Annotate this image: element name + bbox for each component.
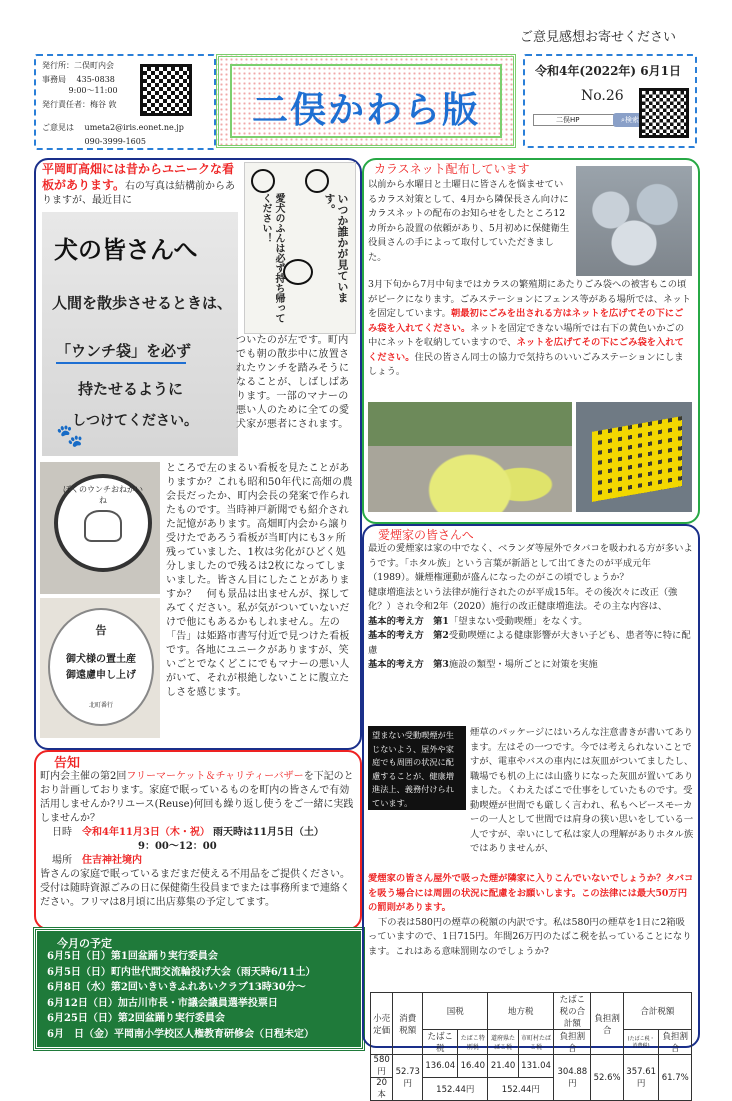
sign-vertical-text: いつか誰かが見ています。: [323, 193, 349, 303]
issue-number: No.26: [581, 88, 624, 104]
schedule-item: 6月25日（日）第2回盆踊り実行委員会: [47, 1013, 225, 1024]
smoker-article-red: [368, 872, 694, 959]
law-point: 基本的考え方 第1「望まない受動喫煙」をなくす。: [368, 615, 588, 627]
qr-code-icon[interactable]: [140, 64, 192, 116]
dog-illustration: [283, 259, 313, 285]
notice-sign-title: 告: [95, 624, 107, 637]
table-header: 合計税額: [623, 993, 691, 1030]
round-sign-photo: [40, 462, 160, 594]
publisher-info: [36, 56, 142, 110]
dog-sign-photo-1: [42, 212, 238, 456]
table-subheader: たばこ特別税: [458, 1030, 488, 1055]
crow-text: 3月下旬から7月中旬まではカラスの繁殖期にあたりごみ袋への被害もこの頃がピークになります。ごみステーションにフェンス等がある場所では、ネットを固定しています。: [368, 279, 691, 319]
yellow-basket-photo: [576, 402, 692, 512]
event-place: 住吉神社境内: [82, 855, 142, 866]
place-label: 場所: [52, 855, 72, 866]
info-line: 事務局 435-0838: [42, 75, 115, 84]
info-line: 発行責任者：梅谷 敦: [42, 100, 117, 109]
notice-sign-footer: 北町番行: [88, 702, 113, 709]
table-cell: 304.88円: [554, 1055, 591, 1101]
masthead: [216, 54, 516, 148]
qr-code-icon[interactable]: [639, 88, 689, 138]
table-cell: 16.40: [458, 1055, 488, 1078]
notice-sign-text: 御犬様の置土産: [66, 654, 136, 665]
smoker-text: 健康増進法という法律が施行されたのが平成15年。その後次々に改正（強化？）され令和2年（2020）施行の改正健康増進法。その主な内容は、: [368, 586, 678, 612]
feedback-note: ご意見感想お寄せください: [520, 30, 677, 45]
sign-line: 「ウンチ袋」を必ず: [56, 342, 192, 360]
table-header: 負担割合: [591, 993, 623, 1055]
schedule-item: 6月5日（日）町内世代間交流輪投げ大会（雨天時6/11土）: [47, 966, 316, 978]
search-input[interactable]: 二俣HP: [533, 114, 629, 126]
table-cell: 131.04: [518, 1055, 554, 1078]
crow-net-article: [362, 158, 700, 524]
table-cell: 21.40: [488, 1055, 518, 1078]
event-time: 9：00～12：00: [138, 841, 217, 852]
crow-article-body-1: 以前から水曜日と土曜日に皆さんを悩ませているカラス対策として、4月から隣保長さん向けにカラスネットの配布のお知らせをしたところ12カ所から設置の依頼があり、5月初めに保健衛生役員さんの手によって取付していただきました。: [368, 179, 570, 263]
email-line[interactable]: ご意見は umeta2@iris.eonet.ne.jp: [42, 123, 184, 132]
search-icon: ⌕: [621, 116, 625, 124]
crow-article-title: カラスネット配布しています: [374, 162, 530, 176]
schedule-box: [34, 928, 364, 1050]
notice-sign-photo: [40, 598, 160, 738]
smoker-article-body-1: [368, 542, 694, 673]
page-title: 二俣かわら版: [251, 90, 480, 131]
sign-line: 犬の皆さんへ: [54, 236, 198, 264]
table-cell: 580円: [371, 1055, 393, 1078]
notice-text: 町内会主催の第2回: [40, 771, 127, 782]
date-label: 日時: [52, 827, 72, 838]
notice-place-row: [52, 854, 356, 868]
crow-red-text: ネットを広げてその下にごみ袋を入れてください。: [368, 337, 684, 363]
notice-event-name: フリーマーケット＆チャリティーバザー: [126, 771, 304, 782]
rain-date: 雨天時は11月5日（土）: [213, 827, 324, 838]
info-line: 発行所：二俣町内会: [42, 61, 114, 70]
garbage-station-photo: [368, 402, 572, 512]
schedule-item: 6月12日（日）加古川市長・市議会議員選挙投票日: [47, 997, 278, 1009]
sign-underline: [56, 362, 186, 364]
schedule-item: 6月 日（金）平岡南小学校区人権教育研修会（日程未定）: [47, 1028, 314, 1040]
info-line: 9:00～11:00: [42, 86, 118, 95]
law-point: 基本的考え方 第2受動喫煙による健康影響が大きい子ども、患者等に特に配慮: [368, 630, 691, 656]
crow-text: 住民の皆さん同士の協力で気持ちのいいごみステーションにしましょう。: [368, 351, 684, 377]
sign-line: 人間を散歩させるときは、: [52, 294, 233, 312]
notice-text: を下記のとおり計画しております。家庭で眠っているものを町内の皆さんで有効活用しませんか?リユース(Reuse)何回も繰り返し使うをご一緒に実践しませんか？: [40, 771, 354, 824]
tobacco-tax-table: [370, 992, 692, 1101]
notice-sign-text: 御遠慮申し上げ: [66, 670, 136, 681]
table-subheader: 負担割合: [554, 1030, 591, 1055]
smoker-red-text: 愛煙家の皆さん屋外で吸った煙が隣家に入りこんでいないでしょうか？タバコを吸う場合には周囲の状況に配慮をお願いします。この法律には最大50万円の罰則があります。: [368, 873, 694, 913]
issue-info-box: [523, 54, 697, 148]
table-subheader: たばこ税: [423, 1030, 458, 1055]
smoker-text: 煙草のパッケージにはいろんな注意書きが書いてあります。左はその一つです。今では考えられないことですが、電車やバスの車内には灰皿がついてましたし、職場でも机の上には山盛りになった灰皿が置いてありました。くわえたばこで仕事をしていたものです。受動喫煙が世間でも厳しく言われ、私もヘビースモーカーの一人として世間では肩身の狭い思いをしている一人ですが、幸いにして私は家人の理解がありホタル族ではありませんが、: [470, 727, 694, 854]
table-cell: 52.73円: [393, 1055, 423, 1101]
table-subheader: (たばこ税・消費税): [623, 1030, 659, 1055]
crow-red-text: 朝最初にごみを出される方はネットを広げてその下にごみ袋を入れてください。: [368, 308, 684, 334]
table-subheader: 道府県たばこ税: [488, 1030, 518, 1055]
smoker-article: [362, 524, 700, 1100]
dog-article-title: 平岡町高畑には昔からユニークな看板があります。: [42, 162, 235, 192]
smoker-article-body-2: [470, 726, 694, 857]
notice-body: [40, 770, 356, 910]
warning-label-box: 望まない受動喫煙が生じないよう、屋外や家庭でも周囲の状況に配慮することが、健康増進法上、義務付けられています。: [368, 726, 466, 810]
crow-article-body: [368, 278, 692, 380]
sign-line: しつけてください。: [72, 413, 198, 429]
dog-article-body-1: ついたのが左です。町内でも朝の散歩中に放置されたウンチを踏みそうになることが、しばしばあります。一部のマナーの悪い人のために全ての愛犬家が悪者にされます。: [236, 335, 350, 430]
table-cell: 152.44円: [488, 1078, 554, 1101]
schedule-item: 6月5日（日）第1回盆踊り実行委員会: [47, 951, 218, 962]
smoker-text: 最近の愛煙家は家の中でなく、ベランダ等屋外でタバコを吸われる方が多いようです。「ホタル族」という言葉が新語として出てきたのが平成元年（1989）。嫌煙権運動が盛んになったのがこの頃でしょうか？: [368, 543, 693, 583]
sign-line: 持たせるように: [78, 380, 184, 398]
schedule-title: 今月の予定: [57, 937, 112, 950]
schedule-list: [47, 949, 315, 1042]
dog-sign-article: [34, 158, 362, 750]
dog-icon: [84, 510, 122, 542]
dog-article-intro: [42, 162, 242, 208]
table-header: 小売定価: [371, 993, 393, 1055]
table-cell: 357.61円: [623, 1055, 659, 1101]
crow-text: ネットを固定できない場所では右下の黄色いかごの中にネットを収納していますので、: [368, 322, 685, 348]
dog-article-body-2: ところで左のまるい看板を見たことがありますか？これも昭和50年代に高畑の農会長だったか、町内会長の発案で作られたものです。当時神戸新聞でも紹介された記憶があります。高畑町内会から譲り受けたであろう看板が当町内にも3ヶ所残っていました、1枚は劣化がひどく処分しましたので残るは2枚になってしまいました。皆さん目にしたことがありますか？ 何も景品は出ませんが、探してみてください。私が気がついていないだけで他にもあるかもしれません。左の「告」は姫路市書写付近で見つけた看板です。各地にユニークがありますが、笑いごとでなくどこにでもマナーの悪い人がいて、それが根絶しないことに腹立たしさを感じます。: [166, 463, 353, 698]
sign-vertical-text: 愛犬のふんは必ず持ち帰ってください！: [260, 193, 284, 323]
search-button-label: 検索: [624, 116, 639, 124]
law-point: 基本的考え方 第3施設の類型・場所ごとに対策を実施: [368, 659, 598, 670]
notice-text: 皆さんの家庭で眠っているまだまだ使える不用品をご提供ください。受付は随時資源ごみの日に保健衛生役員までまたは事務所まで連絡ください。フリマは8月頃に出店募集の予定してます。: [40, 869, 350, 908]
table-header: たばこ税の合計額: [554, 993, 591, 1030]
notice-box: [34, 750, 362, 930]
table-cell: 52.6%: [591, 1055, 623, 1101]
dog-article-intro-text: 右の写真は結構前からありますが、最近目に: [42, 181, 236, 206]
smoker-article-title: 愛煙家の皆さんへ: [378, 528, 474, 542]
table-cell: 152.44円: [423, 1078, 488, 1101]
notice-title: 告知: [54, 756, 81, 771]
publisher-info-box: [34, 54, 216, 150]
table-subheader: 市町村たばこ税: [518, 1030, 554, 1055]
dog-sign-photo-2: [244, 162, 356, 334]
smoker-text: 下の表は580円の煙草の税額の内訳です。私は580円の煙草を1日に2箱吸っていますので、1日715円。年間26万円のたばこ税を払っていることになります。これはある意味罰則なのでしょうか?: [368, 916, 692, 957]
eye-icon: [305, 169, 329, 193]
issue-date: 令和4年(2022年) 6月1日: [535, 64, 681, 78]
notice-date-row: [52, 826, 356, 840]
round-sign-text: ぼくのウンチおねがいね: [63, 485, 143, 505]
table-header: 国税: [423, 993, 488, 1030]
table-header: 消費税額: [393, 993, 423, 1055]
schedule-item: 6月8日（水）第2回いきいきふれあいクラブ13時30分～: [47, 982, 306, 993]
phone-line: 090-3999-1605: [42, 137, 146, 146]
garbage-net-photo: [576, 166, 692, 276]
table-row: [371, 1055, 692, 1078]
paw-icon: 🐾: [56, 424, 84, 449]
table-cell: 136.04: [423, 1055, 458, 1078]
table-cell: 61.7%: [659, 1055, 692, 1101]
event-date: 令和4年11月3日（木・祝）: [82, 827, 210, 838]
contact-info: [42, 122, 212, 147]
eye-icon: [251, 169, 275, 193]
table-header: 地方税: [488, 993, 554, 1030]
table-cell: 20本: [371, 1078, 393, 1101]
table-subheader: 負担割合: [659, 1030, 692, 1055]
